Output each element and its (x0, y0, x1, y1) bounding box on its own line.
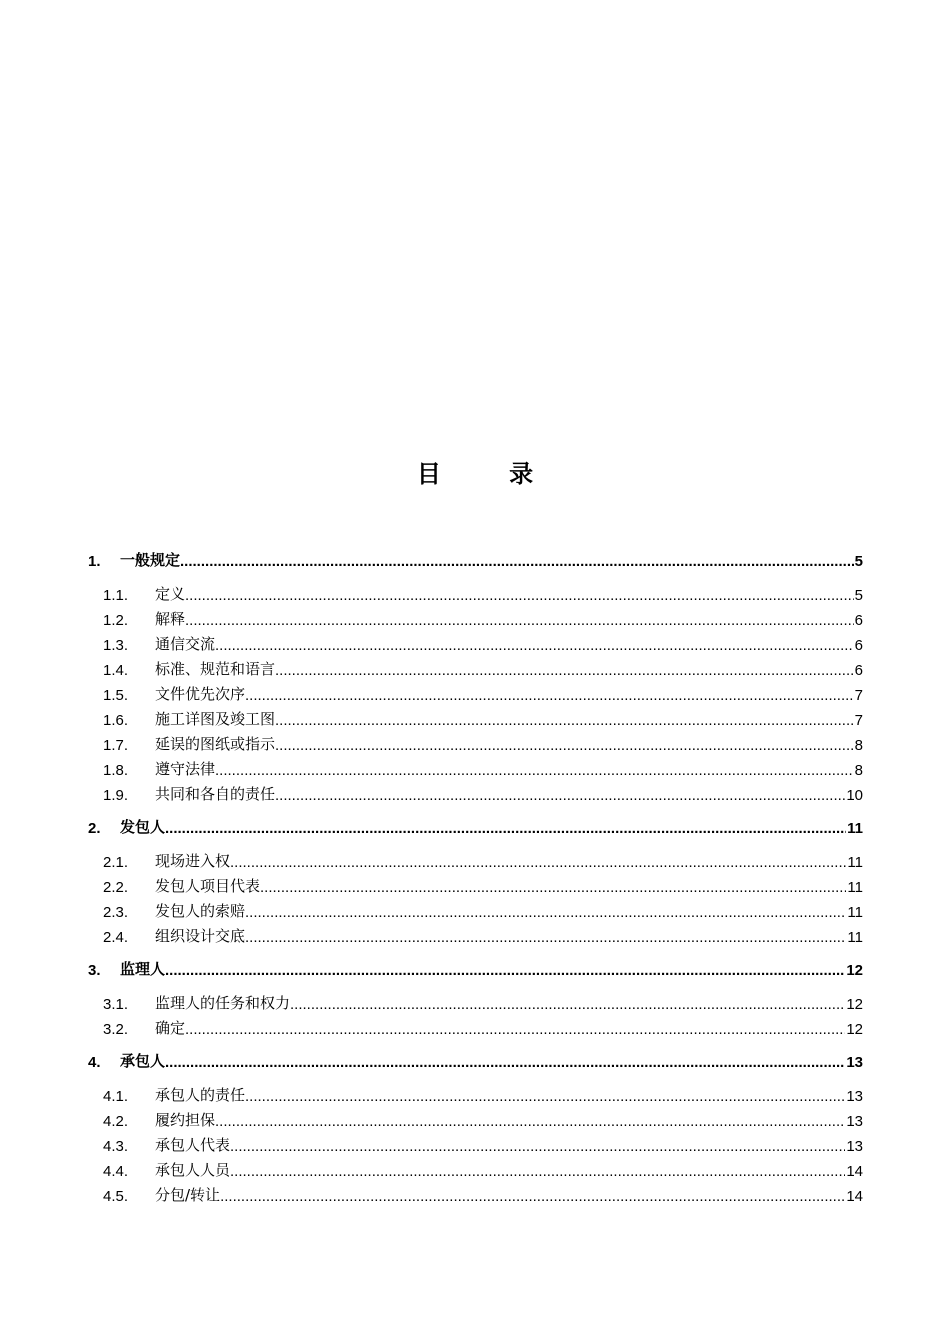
toc-section-entry[interactable] (88, 921, 863, 946)
toc-page-number: 10 (846, 787, 863, 804)
toc-page-number: 13 (846, 1088, 863, 1105)
toc-page-number: 6 (854, 637, 863, 654)
toc-section-entry[interactable] (88, 754, 863, 779)
toc-section-entry[interactable] (88, 988, 863, 1013)
toc-dot-leader (215, 762, 854, 779)
toc-page-number: 11 (847, 820, 863, 837)
toc-page-number: 14 (846, 1188, 863, 1205)
toc-dot-leader (165, 820, 846, 837)
toc-entry-number: 2.4. (103, 929, 129, 946)
toc-section-entry[interactable] (88, 1105, 863, 1130)
toc-page-number: 13 (846, 1054, 863, 1071)
toc-entry-number: 1. (88, 553, 101, 570)
toc-entry-number: 2.2. (103, 879, 129, 896)
toc-entry-title: 现场进入权 (155, 852, 231, 870)
toc-section-entry[interactable] (88, 604, 863, 629)
toc-section-entry[interactable] (88, 579, 863, 604)
toc-section-entry[interactable] (88, 654, 863, 679)
toc-page-number: 12 (846, 1021, 863, 1038)
toc-entry-number: 1.3. (103, 637, 129, 654)
toc-chapter-entry[interactable] (88, 813, 863, 837)
toc-page-number: 12 (846, 962, 863, 979)
toc-section-entry[interactable] (88, 704, 863, 729)
toc-entry-number: 1.9. (103, 787, 129, 804)
toc-dot-leader (180, 553, 854, 570)
toc-dot-leader (245, 687, 854, 704)
toc-section-entry[interactable] (88, 1080, 863, 1105)
toc-dot-leader (245, 929, 846, 946)
toc-entry-title: 监理人的任务和权力 (155, 994, 291, 1012)
toc-entry-number: 3.1. (103, 996, 129, 1013)
toc-dot-leader (185, 1021, 845, 1038)
toc-entry-number: 4. (88, 1054, 101, 1071)
toc-entry-number: 4.3. (103, 1138, 129, 1155)
toc-entry-title: 文件优先次序 (155, 685, 246, 703)
toc-dot-leader (230, 854, 846, 871)
toc-entry-number: 1.2. (103, 612, 129, 629)
toc-entry-title: 监理人 (120, 960, 166, 978)
toc-entry-title: 遵守法律 (155, 760, 216, 778)
toc-chapter-entry[interactable] (88, 955, 863, 979)
toc-entry-number: 1.5. (103, 687, 129, 704)
toc-dot-leader (165, 962, 845, 979)
toc-entry-title: 承包人 (120, 1052, 166, 1070)
toc-page-number: 6 (854, 612, 863, 629)
toc-page-number: 13 (846, 1113, 863, 1130)
toc-entry-title: 履约担保 (155, 1111, 216, 1129)
toc-page-number: 11 (847, 879, 863, 896)
toc-entry-number: 1.1. (103, 587, 129, 604)
toc-entry-number: 1.7. (103, 737, 129, 754)
toc-entry-title: 解释 (155, 610, 186, 628)
toc-dot-leader (260, 879, 846, 896)
toc-entry-title: 承包人代表 (155, 1136, 231, 1154)
toc-section-entry[interactable] (88, 1013, 863, 1038)
toc-section-entry[interactable] (88, 1155, 863, 1180)
toc-entry-title: 承包人人员 (155, 1161, 231, 1179)
toc-entry-title: 发包人项目代表 (155, 877, 261, 895)
toc-entry-number: 1.8. (103, 762, 129, 779)
toc-entry-title: 承包人的责任 (155, 1086, 246, 1104)
toc-dot-leader (275, 712, 854, 729)
toc-dot-leader (290, 996, 845, 1013)
toc-dot-leader (215, 637, 854, 654)
toc-entry-number: 1.4. (103, 662, 129, 679)
toc-section-entry[interactable] (88, 1180, 863, 1205)
toc-entry-number: 4.2. (103, 1113, 129, 1130)
toc-entry-number: 4.5. (103, 1188, 129, 1205)
toc-entry-title: 通信交流 (155, 635, 216, 653)
page-title: 目 录 (416, 460, 564, 488)
toc-dot-leader (185, 587, 854, 604)
toc-section-entry[interactable] (88, 1130, 863, 1155)
toc-section-entry[interactable] (88, 629, 863, 654)
toc-entry-title: 确定 (155, 1019, 186, 1037)
toc-entry-title: 发包人 (120, 818, 166, 836)
toc-dot-leader (230, 1138, 845, 1155)
toc-page-number: 5 (854, 553, 863, 570)
toc-page-number: 7 (854, 712, 863, 729)
toc-entry-number: 3. (88, 962, 101, 979)
toc-chapter-entry[interactable] (88, 1047, 863, 1071)
toc-section-entry[interactable] (88, 846, 863, 871)
toc-page-number: 8 (854, 737, 863, 754)
toc-page-number: 11 (847, 929, 863, 946)
toc-dot-leader (245, 904, 846, 921)
table-of-contents (88, 546, 863, 1214)
toc-entry-title: 施工详图及竣工图 (155, 710, 276, 728)
toc-section-entry[interactable] (88, 779, 863, 804)
toc-page-number: 11 (847, 854, 863, 871)
toc-entry-title: 定义 (155, 585, 186, 603)
toc-page-number: 8 (854, 762, 863, 779)
toc-entry-title: 标准、规范和语言 (155, 660, 276, 678)
toc-dot-leader (245, 1088, 845, 1105)
toc-dot-leader (230, 1163, 845, 1180)
toc-section-entry[interactable] (88, 896, 863, 921)
toc-dot-leader (275, 662, 854, 679)
toc-dot-leader (185, 612, 854, 629)
toc-entry-title: 共同和各自的责任 (155, 785, 276, 803)
toc-entry-number: 4.1. (103, 1088, 129, 1105)
toc-page-number: 6 (854, 662, 863, 679)
toc-page-number: 13 (846, 1138, 863, 1155)
toc-entry-number: 2. (88, 820, 101, 837)
toc-dot-leader (275, 787, 845, 804)
toc-entry-number: 2.3. (103, 904, 129, 921)
toc-page-number: 5 (854, 587, 863, 604)
toc-dot-leader (165, 1054, 845, 1071)
toc-entry-title: 一般规定 (120, 551, 181, 569)
toc-dot-leader (275, 737, 854, 754)
toc-entry-number: 2.1. (103, 854, 129, 871)
toc-chapter-entry[interactable] (88, 546, 863, 570)
toc-section-entry[interactable] (88, 679, 863, 704)
toc-page-number: 11 (847, 904, 863, 921)
toc-entry-title: 延误的图纸或指示 (155, 735, 276, 753)
toc-dot-leader (220, 1188, 845, 1205)
toc-entry-title: 发包人的索赔 (155, 902, 246, 920)
toc-entry-number: 1.6. (103, 712, 129, 729)
toc-entry-number: 3.2. (103, 1021, 129, 1038)
toc-page-number: 14 (846, 1163, 863, 1180)
toc-entry-number: 4.4. (103, 1163, 129, 1180)
toc-page-number: 12 (846, 996, 863, 1013)
toc-dot-leader (215, 1113, 845, 1130)
toc-section-entry[interactable] (88, 729, 863, 754)
toc-page-number: 7 (854, 687, 863, 704)
toc-section-entry[interactable] (88, 871, 863, 896)
toc-entry-title: 组织设计交底 (155, 927, 246, 945)
toc-entry-title: 分包/转让 (155, 1186, 221, 1204)
